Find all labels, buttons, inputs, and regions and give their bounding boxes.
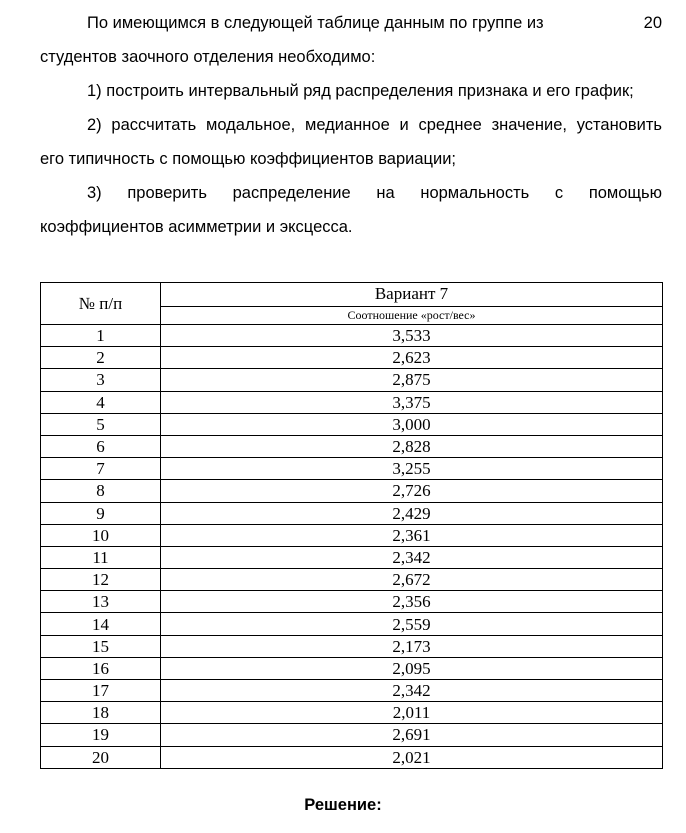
table-row — [41, 657, 663, 679]
table-row — [41, 569, 663, 591]
task-item-3-line2: коэффициентов асимметрии и эксцесса. — [40, 218, 353, 236]
task-item-3-line1: 3) проверить распределение на нормальность с помощью — [87, 184, 662, 202]
row-number: 14 — [41, 613, 161, 635]
task-item-2 — [40, 108, 662, 176]
table-row — [41, 524, 663, 546]
row-number: 18 — [41, 702, 161, 724]
table-row — [41, 546, 663, 568]
table-row — [41, 435, 663, 457]
student-count: 20 — [643, 14, 662, 32]
data-table — [40, 282, 663, 769]
table-row — [41, 635, 663, 657]
row-value: 2,691 — [161, 724, 663, 746]
row-number: 12 — [41, 569, 161, 591]
row-value: 2,875 — [161, 369, 663, 391]
row-number: 4 — [41, 391, 161, 413]
table-row — [41, 391, 663, 413]
table-row — [41, 325, 663, 347]
table-row — [41, 413, 663, 435]
row-value: 2,021 — [161, 746, 663, 768]
task-item-2-line1: 2) рассчитать модальное, медианное и среднее значение, установить — [87, 116, 662, 134]
task-item-1-text: 1) построить интервальный ряд распределения признака и его график; — [87, 82, 634, 100]
task-item-3 — [40, 176, 662, 244]
row-value: 2,173 — [161, 635, 663, 657]
row-value: 3,000 — [161, 413, 663, 435]
row-value: 2,828 — [161, 435, 663, 457]
row-number: 6 — [41, 435, 161, 457]
row-number: 10 — [41, 524, 161, 546]
solution-heading: Решение: — [304, 796, 382, 814]
row-value: 2,361 — [161, 524, 663, 546]
row-number: 16 — [41, 657, 161, 679]
table-row — [41, 724, 663, 746]
row-number: 20 — [41, 746, 161, 768]
row-value: 2,342 — [161, 680, 663, 702]
row-number: 11 — [41, 546, 161, 568]
column-header-variant: Вариант 7 — [161, 283, 663, 307]
row-value: 2,559 — [161, 613, 663, 635]
table-row — [41, 369, 663, 391]
table-row — [41, 746, 663, 768]
table-body — [41, 325, 663, 769]
row-number: 1 — [41, 325, 161, 347]
table-row — [41, 502, 663, 524]
column-header-number: № п/п — [41, 283, 161, 325]
row-value: 2,356 — [161, 591, 663, 613]
row-number: 2 — [41, 347, 161, 369]
table-row — [41, 613, 663, 635]
row-value: 2,342 — [161, 546, 663, 568]
row-value: 2,095 — [161, 657, 663, 679]
table-row — [41, 347, 663, 369]
row-value: 3,375 — [161, 391, 663, 413]
table-row — [41, 591, 663, 613]
row-value: 2,011 — [161, 702, 663, 724]
task-intro-text: По имеющимся в следующей таблице данным по группе из — [87, 14, 544, 32]
row-number: 7 — [41, 458, 161, 480]
task-item-2-line2: его типичность с помощью коэффициентов вариации; — [40, 150, 457, 168]
table-row — [41, 480, 663, 502]
row-number: 15 — [41, 635, 161, 657]
row-number: 19 — [41, 724, 161, 746]
task-intro-line2: студентов заочного отделения необходимо: — [40, 48, 376, 66]
table-row — [41, 458, 663, 480]
row-value: 2,429 — [161, 502, 663, 524]
row-value: 2,672 — [161, 569, 663, 591]
task-intro-line1 — [40, 6, 662, 40]
task-intro — [40, 6, 662, 74]
table-row — [41, 702, 663, 724]
row-number: 13 — [41, 591, 161, 613]
row-number: 17 — [41, 680, 161, 702]
task-item-1 — [40, 74, 662, 108]
column-subheader-ratio: Соотношение «рост/вес» — [161, 306, 663, 324]
row-number: 9 — [41, 502, 161, 524]
row-value: 3,255 — [161, 458, 663, 480]
table-row — [41, 680, 663, 702]
row-value: 3,533 — [161, 325, 663, 347]
row-value: 2,726 — [161, 480, 663, 502]
row-number: 8 — [41, 480, 161, 502]
row-value: 2,623 — [161, 347, 663, 369]
row-number: 5 — [41, 413, 161, 435]
row-number: 3 — [41, 369, 161, 391]
